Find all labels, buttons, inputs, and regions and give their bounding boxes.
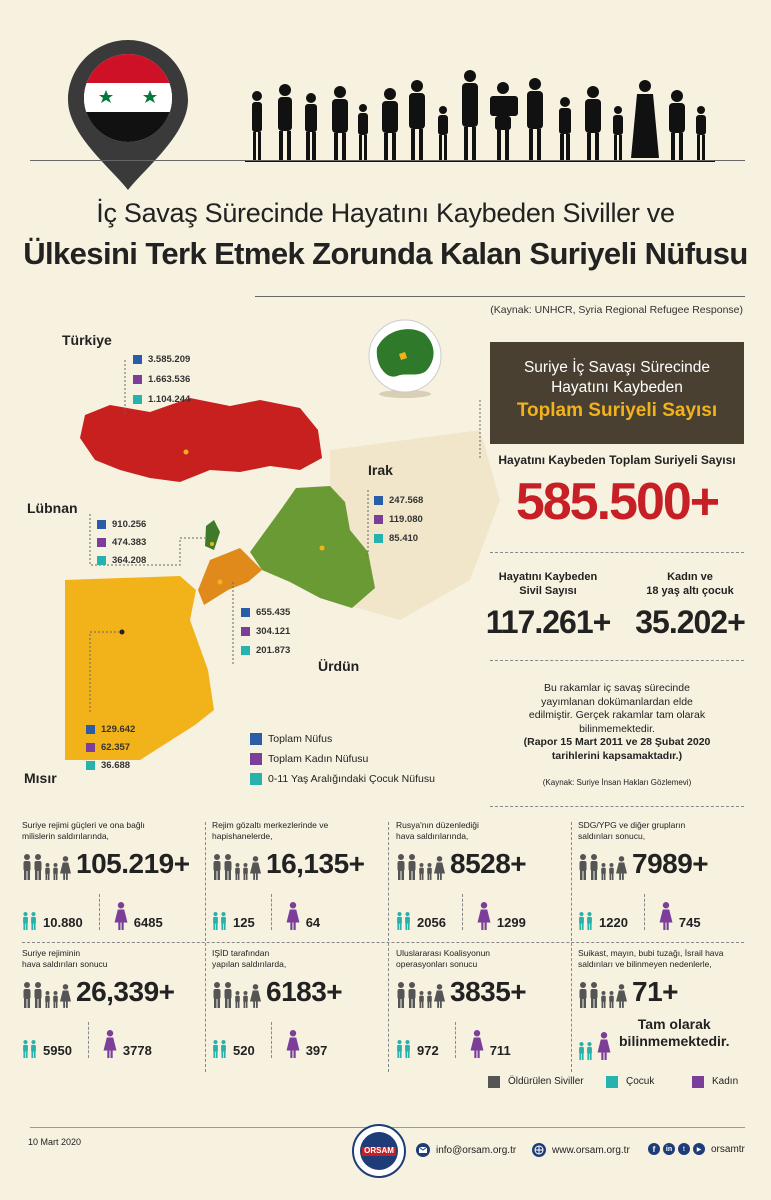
lubnan-women-value: 474.383 <box>112 536 147 548</box>
summary-box-line-1: Suriye İç Savaşı Sürecinde <box>523 359 711 376</box>
total-swatch <box>241 608 250 617</box>
legend-total <box>250 733 332 745</box>
syria-flag-pin <box>68 40 188 190</box>
total-swatch <box>374 496 383 505</box>
panel-title <box>578 820 754 842</box>
woman-icon <box>286 1030 300 1058</box>
children-swatch <box>86 761 95 770</box>
irak-women <box>374 509 423 529</box>
panel-inner-divider <box>462 894 463 930</box>
lubnan-children-value: 364.208 <box>112 554 147 566</box>
panel-title-1: Suriye rejiminin <box>22 948 81 958</box>
children-icon <box>396 912 411 930</box>
woman-icon <box>470 1030 484 1058</box>
misir-total-value: 129.642 <box>101 723 136 735</box>
note-line-6: tarihlerini kapsamaktadır.) <box>551 749 683 762</box>
panel-title-1: Rejim gözaltı merkezlerinde ve <box>212 820 329 830</box>
panel-divider <box>205 822 206 1072</box>
children-swatch <box>97 556 106 565</box>
turkey-shape <box>80 398 322 482</box>
women-swatch <box>374 515 383 524</box>
summary-note <box>490 682 744 763</box>
footer-web-text: www.orsam.org.tr <box>552 1144 630 1156</box>
panel-total: 71+ <box>632 976 678 1007</box>
urdun-total-value: 655.435 <box>256 606 291 618</box>
woman-icon <box>103 1030 117 1058</box>
label-urdun: Ürdün <box>318 658 360 674</box>
summary-divider-3 <box>490 806 744 807</box>
family-icon <box>396 982 445 1008</box>
irak-total-value: 247.568 <box>389 494 424 506</box>
misir-women <box>86 737 130 757</box>
panel-inner-divider <box>271 1022 272 1058</box>
label-irak: Irak <box>368 462 393 478</box>
children-icon <box>578 1042 593 1060</box>
footer-email[interactable] <box>416 1143 516 1157</box>
panel-title-2: yapılan saldırılarda, <box>212 959 287 969</box>
women-swatch <box>250 753 262 765</box>
child-swatch <box>606 1076 618 1088</box>
note-line-3: edilmiştir. Gerçek rakamlar tam olarak <box>528 709 706 721</box>
panel-title <box>396 948 572 970</box>
woman-icon <box>477 902 491 930</box>
panel-women-value: 1299 <box>496 915 526 930</box>
summary-divider-1 <box>490 552 744 553</box>
footer-date: 10 Mart 2020 <box>28 1137 82 1147</box>
panel-title-2: operasyonları sonucu <box>396 959 478 969</box>
urdun-total <box>241 602 290 622</box>
panel-title-2: saldırıları sonucu, <box>578 831 646 841</box>
note-line-5: (Rapor 15 Mart 2011 ve 28 Şubat 2020 <box>523 736 711 748</box>
wc-label-1: Kadın ve <box>667 571 713 583</box>
misir-children <box>86 755 130 775</box>
civil-label-1: Hayatını Kaybeden <box>498 571 598 583</box>
lubnan-total <box>97 514 146 534</box>
children-swatch <box>133 395 142 404</box>
source-text: (Kaynak: UNHCR, Syria Regional Refugee Response) <box>490 304 743 316</box>
women-swatch <box>97 538 106 547</box>
panel-title <box>396 820 572 842</box>
panel-title-2: saldırıları ve bilinmeyen nedenlerle, <box>578 959 712 969</box>
children-icon <box>212 1040 227 1058</box>
children-swatch <box>241 646 250 655</box>
panel-divider <box>388 822 389 1072</box>
women-children-value: 35.202+ <box>635 604 745 640</box>
lubnan-women <box>97 532 146 552</box>
irak-children <box>374 528 418 548</box>
civil-swatch <box>488 1076 500 1088</box>
panel-title-2: hava saldırıları sonucu <box>22 959 108 969</box>
note-line-2: yayımlanan dokümanlardan elde <box>541 695 693 708</box>
footer-social[interactable] <box>648 1143 745 1155</box>
panel-women-value: 6485 <box>133 915 163 930</box>
panel-title <box>212 948 388 970</box>
panel-inner-divider <box>88 1022 89 1058</box>
women-swatch <box>86 743 95 752</box>
panel-children-value: 5950 <box>43 1043 72 1058</box>
linkedin-icon[interactable]: in <box>663 1143 675 1155</box>
irak-children-value: 85.410 <box>389 532 419 544</box>
turkiye-total-value: 3.585.209 <box>148 353 191 365</box>
stat-panel <box>22 820 198 938</box>
turkiye-women-value: 1.663.536 <box>148 373 191 385</box>
header-bottom-rule <box>255 296 745 297</box>
wc-label-2: 18 yaş altı çocuk <box>646 585 734 597</box>
legend-child-label: Çocuk <box>626 1076 655 1087</box>
facebook-icon[interactable]: f <box>648 1143 660 1155</box>
women-swatch <box>241 627 250 636</box>
total-swatch <box>250 733 262 745</box>
title-line-2: Ülkesini Terk Etmek Zorunda Kalan Suriyeli Nüfusu <box>23 236 748 271</box>
panel-women-value: 711 <box>489 1043 511 1058</box>
panel-title-1: Uluslararası Koalisyonun <box>396 948 491 958</box>
label-turkiye: Türkiye <box>62 332 112 348</box>
urdun-children-value: 201.873 <box>256 644 291 656</box>
woman-swatch <box>692 1076 704 1088</box>
email-icon <box>416 1143 430 1157</box>
turkiye-children <box>133 389 190 409</box>
family-icon <box>212 854 261 880</box>
children-icon <box>396 1040 411 1058</box>
legend-woman-label: Kadın <box>712 1076 739 1087</box>
total-swatch <box>86 725 95 734</box>
panel-inner-divider <box>644 894 645 930</box>
summary-header-box <box>490 342 744 444</box>
panel-total: 6183+ <box>266 976 343 1007</box>
children-icon <box>212 912 227 930</box>
panel-title <box>578 948 754 970</box>
legend-children <box>250 773 435 785</box>
footer-email-text: info@orsam.org.tr <box>436 1144 517 1156</box>
urdun-children <box>241 640 290 660</box>
panel-title-1: Suikast, mayın, bubi tuzağı, İsrail hava <box>578 948 724 958</box>
summary-total-label: Hayatını Kaybeden Toplam Suriyeli Sayısı <box>498 453 736 467</box>
panel-title-1: Rusya'nın düzenlediği <box>396 820 479 830</box>
panel-women-value: 397 <box>305 1043 328 1058</box>
turkiye-women <box>133 369 190 389</box>
stat-panel <box>212 948 388 1066</box>
irak-total <box>374 490 423 510</box>
panel-total: 16,135+ <box>266 848 365 879</box>
irak-women-value: 119.080 <box>389 513 423 525</box>
panel-women-value: 3778 <box>122 1043 152 1058</box>
footer-web[interactable] <box>532 1143 630 1157</box>
family-icon <box>22 854 71 880</box>
woman-icon <box>286 902 300 930</box>
label-misir: Mısır <box>24 770 57 786</box>
legend-civil-label: Öldürülen Siviller <box>508 1076 584 1087</box>
panel-title-2: hava saldırılarında, <box>396 831 469 841</box>
woman-icon <box>597 1032 611 1060</box>
youtube-icon[interactable]: ▶ <box>693 1143 705 1155</box>
panel-children-value: 972 <box>417 1043 439 1058</box>
summary-box-line-3: Toplam Suriyeli Sayısı <box>516 400 718 421</box>
panel-children-value: 520 <box>233 1043 255 1058</box>
lubnan-children <box>97 550 146 570</box>
legend-women <box>250 753 368 765</box>
panel-total: 105.219+ <box>76 848 190 879</box>
legend-total-label: Toplam Nüfus <box>268 733 333 745</box>
panel-total: 8528+ <box>450 848 527 879</box>
panel-unknown <box>619 1016 729 1050</box>
women-children-label <box>620 570 760 598</box>
footer-social-text: orsamtr <box>711 1143 745 1155</box>
turkiye-total <box>133 349 190 369</box>
header-top-rule <box>30 160 745 161</box>
summary-divider-2 <box>490 660 744 661</box>
title-line-1: İç Savaş Sürecinde Hayatını Kaybeden Siviller ve <box>96 198 675 228</box>
misir-total <box>86 719 135 739</box>
women-swatch <box>133 375 142 384</box>
urdun-women <box>241 621 290 641</box>
stat-panel <box>396 820 572 938</box>
panel-divider <box>571 822 572 1072</box>
stat-panel <box>396 948 572 1066</box>
legend-children-label: 0-11 Yaş Aralığındaki Çocuk Nüfusu <box>268 773 435 785</box>
panel-inner-divider <box>99 894 100 930</box>
globe-small-icon <box>532 1143 546 1157</box>
total-swatch <box>133 355 142 364</box>
woman-icon <box>659 902 673 930</box>
woman-icon <box>114 902 128 930</box>
civil-label <box>478 570 618 598</box>
misir-children-value: 36.688 <box>101 759 131 771</box>
civil-value: 117.261+ <box>485 604 611 640</box>
panel-inner-divider <box>455 1022 456 1058</box>
panel-title-1: SDG/YPG ve diğer grupların <box>578 820 686 830</box>
total-swatch <box>97 520 106 529</box>
children-icon <box>578 912 593 930</box>
family-icon <box>212 982 261 1008</box>
label-lubnan: Lübnan <box>27 500 78 516</box>
panel-total: 7989+ <box>632 848 709 879</box>
stat-panel <box>578 948 754 1066</box>
urdun-women-value: 304.121 <box>256 625 291 637</box>
panel-women-value: 64 <box>305 915 321 930</box>
panel-total: 3835+ <box>450 976 527 1007</box>
children-icon <box>22 1040 37 1058</box>
panel-inner-divider <box>271 894 272 930</box>
lubnan-total-value: 910.256 <box>112 518 147 530</box>
summary-box-line-2: Hayatını Kaybeden <box>551 379 683 396</box>
panel-title <box>212 820 388 842</box>
refugee-silhouettes <box>245 66 715 162</box>
twitter-icon[interactable]: t <box>678 1143 690 1155</box>
civil-label-2: Sivil Sayısı <box>519 585 577 597</box>
family-icon <box>396 854 445 880</box>
children-swatch <box>250 773 262 785</box>
legend-women-label: Toplam Kadın Nüfusu <box>268 753 369 765</box>
note-source: (Kaynak: Suriye İnsan Hakları Gözlemevi) <box>542 778 692 787</box>
panel-children-value: 2056 <box>417 915 446 930</box>
family-icon <box>22 982 71 1008</box>
panel-title-1: Suriye rejimi güçleri ve ona bağlı <box>22 820 145 830</box>
jordan-shape <box>198 548 262 605</box>
globe-icon <box>365 318 445 398</box>
note-line-1: Bu rakamlar iç savaş sürecinde <box>544 682 690 694</box>
misir-women-value: 62.357 <box>101 741 131 753</box>
stat-panel <box>212 820 388 938</box>
panel-title-2: milislerin saldırılarında, <box>22 831 109 841</box>
children-icon <box>22 912 37 930</box>
family-icon <box>578 854 627 880</box>
stat-panel <box>578 820 754 938</box>
bottom-legend <box>488 1074 748 1092</box>
panel-children-value: 125 <box>233 915 255 930</box>
panel-children-value: 10.880 <box>43 915 83 930</box>
turkiye-children-value: 1.104.244 <box>148 393 191 405</box>
panel-total: 26,339+ <box>76 976 175 1007</box>
panel-title-1: IŞİD tarafından <box>212 948 270 958</box>
stat-panel <box>22 948 198 1066</box>
summary-total-value: 585.500+ <box>515 473 719 531</box>
panel-unknown-2: bilinmemektedir. <box>619 1033 730 1049</box>
family-icon <box>578 982 627 1008</box>
children-swatch <box>374 534 383 543</box>
panel-title <box>22 948 198 970</box>
panel-unknown-1: Tam olarak <box>637 1016 711 1032</box>
panel-divider <box>22 942 744 943</box>
panel-children-value: 1220 <box>599 915 628 930</box>
orsam-logo <box>352 1124 406 1178</box>
panel-women-value: 745 <box>678 915 701 930</box>
orsam-logo-text: ORSAM <box>364 1146 394 1155</box>
panel-title-2: hapishanelerde, <box>212 831 273 841</box>
panel-title <box>22 820 198 842</box>
note-line-4: bilinmemektedir. <box>579 722 655 735</box>
